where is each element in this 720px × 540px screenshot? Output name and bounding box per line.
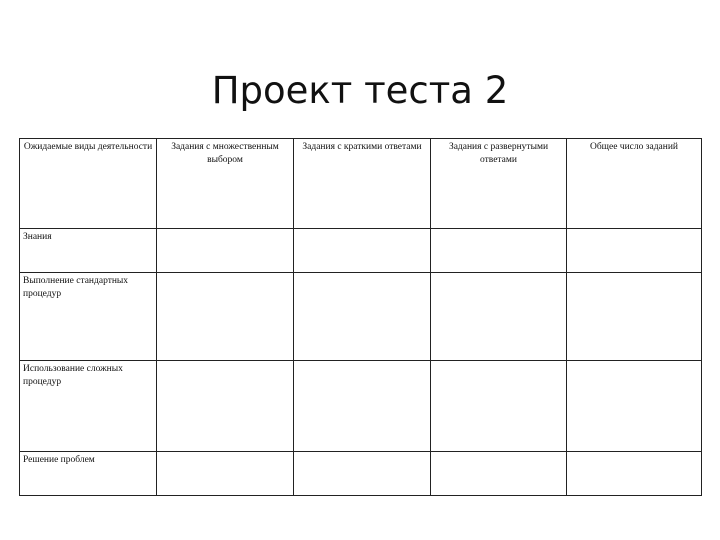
table-cell <box>294 273 431 361</box>
table-row <box>20 451 702 495</box>
header-row <box>20 139 702 229</box>
table-cell <box>431 451 567 495</box>
table-cell <box>431 273 567 361</box>
column-header-total: Общее число заданий <box>567 139 702 229</box>
table-cell <box>294 451 431 495</box>
table-cell <box>157 229 294 273</box>
column-header-extended-answer: Задания с развернутыми ответами <box>431 139 567 229</box>
table-cell <box>294 361 431 451</box>
table-cell <box>157 451 294 495</box>
slide-title: Проект теста 2 <box>211 68 509 112</box>
table-cell <box>157 361 294 451</box>
table-row <box>20 229 702 273</box>
column-header-short-answer: Задания с краткими ответами <box>294 139 431 229</box>
table-cell <box>567 451 702 495</box>
row-label-standard-procedures: Выполнение стандартных процедур <box>20 273 157 361</box>
table-cell <box>157 273 294 361</box>
table-cell <box>567 273 702 361</box>
column-header-multiple-choice: Задания с множественным выбором <box>157 139 294 229</box>
table-row <box>20 273 702 361</box>
row-label-problem-solving: Решение проблем <box>20 451 157 495</box>
table-cell <box>431 229 567 273</box>
row-label-complex-procedures: Использование сложных процедур <box>20 361 157 451</box>
table-cell <box>431 361 567 451</box>
test-blueprint-table <box>19 138 702 496</box>
table-cell <box>567 361 702 451</box>
table-cell <box>294 229 431 273</box>
table-cell <box>567 229 702 273</box>
row-label-knowledge: Знания <box>20 229 157 273</box>
table-row <box>20 361 702 451</box>
column-header-activity: Ожидаемые виды деятельности <box>20 139 157 229</box>
